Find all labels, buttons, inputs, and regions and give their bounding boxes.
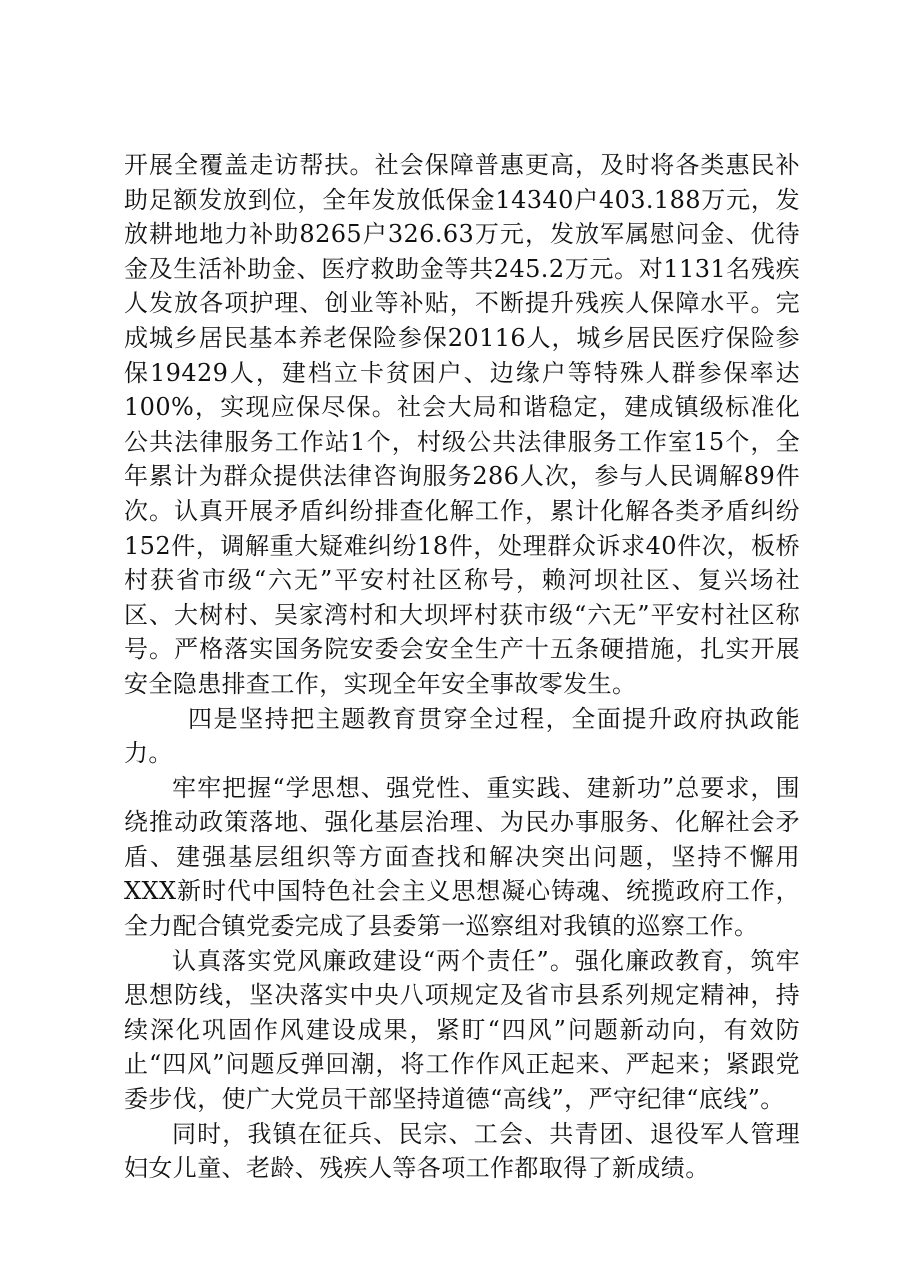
paragraph-other-work: 同时，我镇在征兵、民宗、工会、共青团、退役军人管理妇女儿童、老龄、残疾人等各项工作都取得了新成绩。 — [124, 1119, 800, 1183]
document-body — [124, 148, 800, 1186]
paragraph-social-security: 开展全覆盖走访帮扶。社会保障普惠更高，及时将各类惠民补助足额发放到位，全年发放低保金14340户403.188万元，发放耕地地力补助8265户326.63万元，发放军属慰问金、优待金及生活补助金、医疗救助金等共245.2万元。对1131名残疾人发放各项护理、创业等补贴，不断提升残疾人保障水平。完成城乡居民基本养老保险参保20116人，城乡居民医疗保险参保19429人，建档立卡贫困户、边缘户等特殊人群参保率达100%，实现应保尽保。社会大局和谐稳定，建成镇级标准化公共法律服务工作站1个，村级公共法律服务工作室15个，全年累计为群众提供法律咨询服务286人次，参与人民调解89件次。认真开展矛盾纠纷排查化解工作，累计化解各类矛盾纠纷152件，调解重大疑难纠纷18件，处理群众诉求40件次，板桥村获省市级“六无”平安村社区称号，赖河坝社区、复兴场社区、大树村、吴家湾村和大坝坪村获市级“六无”平安村社区称号。严格落实国务院安委会安全生产十五条硬措施，扎实开展安全隐患排查工作，实现全年安全事故零发生。 — [124, 151, 800, 698]
paragraph-party-conduct: 认真落实党风廉政建设“两个责任”。强化廉政教育，筑牢思想防线，坚决落实中央八项规定及省市县系列规定精神，持续深化巩固作风建设成果，紧盯“四风”问题新动向，有效防止“四风”问题反弹回潮，将工作作风正起来、严起来；紧跟党委步伐，使广大党员干部坚持道德“高线”，严守纪律“底线”。 — [124, 946, 800, 1114]
paragraph-theme-education: 牢牢把握“学思想、强党性、重实践、建新功”总要求，围绕推动政策落地、强化基层治理、为民办事服务、化解社会矛盾、建强基层组织等方面查找和解决突出问题，坚持不懈用XXX新时代中国特色社会主义思想凝心铸魂、统揽政府工作，全力配合镇党委完成了县委第一巡察组对我镇的巡察工作。 — [124, 773, 800, 941]
section-heading-theme-education: 四是坚持把主题教育贯穿全过程，全面提升政府执政能力。 — [124, 704, 800, 768]
